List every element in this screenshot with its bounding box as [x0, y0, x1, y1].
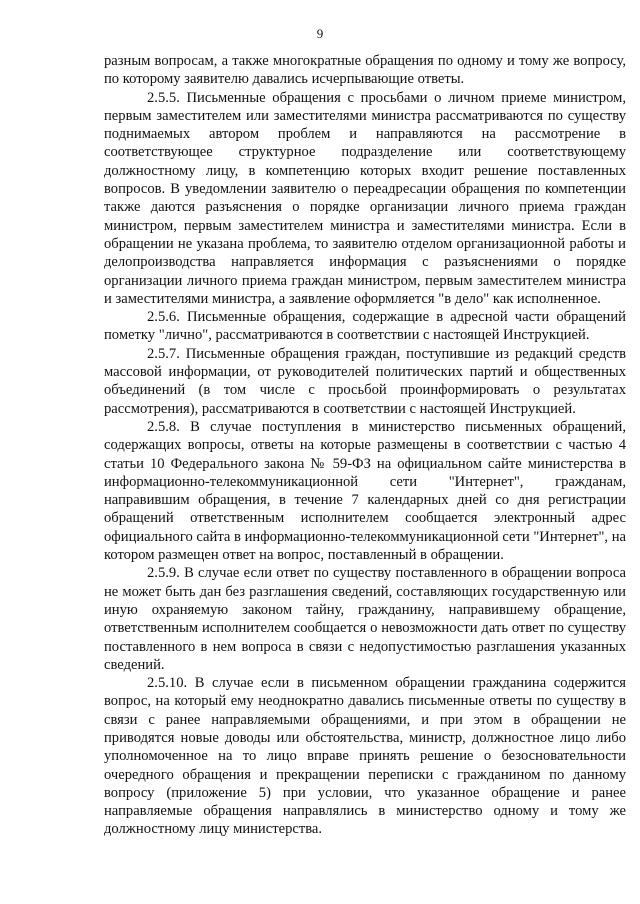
paragraph-continuation: разным вопросам, а также многократные обращения по одному и тому же вопросу, по которому заявителю давались исчерпывающие ответы. — [104, 53, 626, 88]
paragraph-2-5-7: 2.5.7. Письменные обращения граждан, поступившие из редакций средств массовой информации, от руководителей политических партий и общественных объединений (в том числе с просьбой проинформировать о результатах рассмотрения), рассматриваются в соответствии с настоящей Инструкцией. — [104, 345, 626, 417]
page-number: 9 — [316, 26, 324, 41]
paragraph-2-5-9: 2.5.9. В случае если ответ по существу поставленного в обращении вопроса не может быть дан без разглашения сведений, составляющих государственную или иную охраняемую законом тайну, гражданину, направившему обращение, ответственным исполнителем сообщается о невозможности дать ответ по существу поставленного в нем вопроса в связи с недопустимостью разглашения указанных сведений. — [104, 565, 626, 673]
paragraph-2-5-8: 2.5.8. В случае поступления в министерство письменных обращений, содержащих вопросы, ответы на которые размещены в соответствии с частью 4 статьи 10 Федерального закона № 59-ФЗ на официальном сайте министерства в информационно-телекоммуникационной сети "Интернет", гражданам, направившим обращения, в течение 7 календарных дней со дня регистрации обращений ответственным исполнителем сообщается электронный адрес официального сайта в информационно-телекоммуникационной сети "Интернет", на котором размещен ответ на вопрос, поставленный в обращении. — [104, 418, 626, 564]
paragraph-2-5-6: 2.5.6. Письменные обращения, содержащие в адресной части обращений пометку "лично", рассматриваются в соответствии с настоящей Инструкцией. — [104, 309, 626, 344]
paragraph-2-5-10: 2.5.10. В случае если в письменном обращении гражданина содержится вопрос, на который ему неоднократно давались письменные ответы по существу в связи с ранее направляемыми обращениями, и при этом в обращении не приводятся новые доводы или обстоятельства, министр, должностное лицо либо уполномоченное на то лицо вправе принять решение о безосновательности очередного обращения и прекращении переписки с гражданином по данному вопросу (приложение 5) при условии, что указанное обращение и ранее направляемые обращения направлялись в министерство одному и тому же должностному лицу министерства. — [104, 675, 626, 838]
document-body — [104, 52, 626, 839]
paragraph-2-5-5: 2.5.5. Письменные обращения с просьбами о личном приеме министром, первым заместителем или заместителями министра рассматриваются по существу поднимаемых автором проблем и направляются на рассмотрение в соответствующее структурное подразделение или соответствующему должностному лицу, в компетенцию которых входит решение поставленных вопросов. В уведомлении заявителю о переадресации обращения по компетенции также даются разъяснения о порядке организации личного приема граждан министром, первым заместителем министра и заместителями министра. Если в обращении не указана проблема, то заявителю отделом организационной работы и делопроизводства направляется информация с разъяснениями о порядке организации личного приема граждан министром, первым заместителем министра и заместителями министра, а заявление оформляется "в дело" как исполненное. — [104, 89, 626, 307]
